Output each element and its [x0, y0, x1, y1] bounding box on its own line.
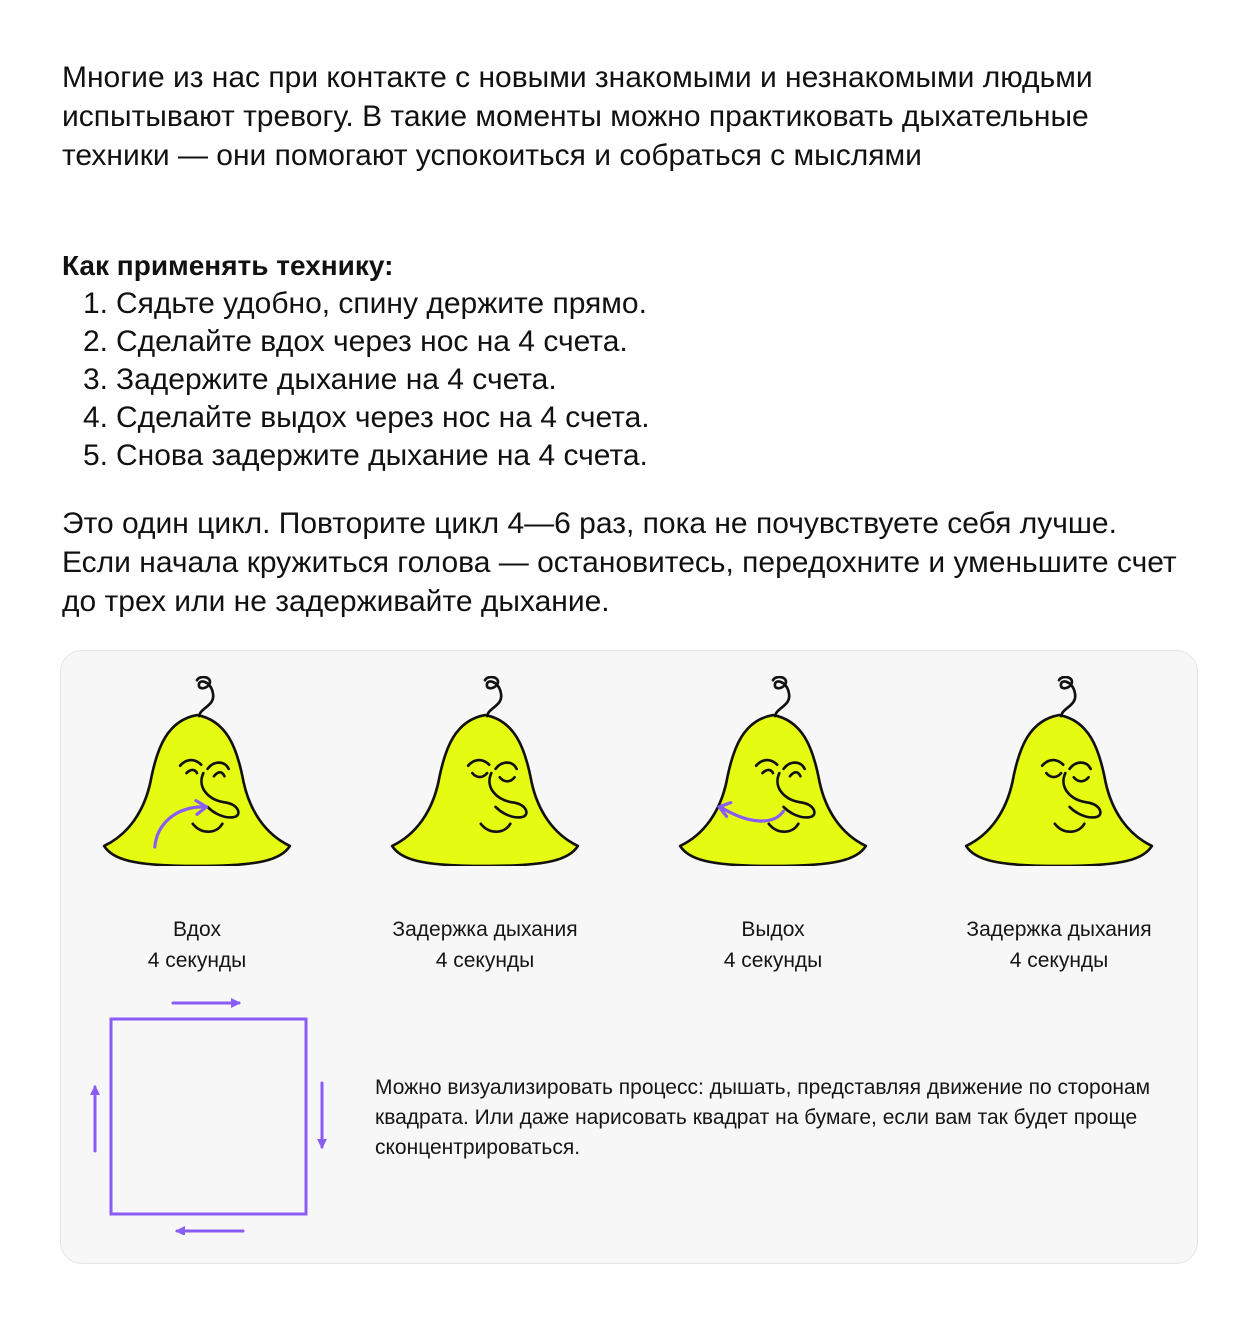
hold-breath-face-icon [964, 676, 1154, 866]
inhale-face-icon [102, 676, 292, 866]
arrow-down-icon [317, 1083, 327, 1149]
stage-duration: 4 секунды [435, 949, 535, 972]
step-text: Снова задержите дыхание на 4 счета. [116, 439, 648, 472]
arrow-left-icon [175, 1226, 243, 1235]
stage-duration: 4 секунды [1009, 949, 1109, 972]
stage-title: Задержка дыхания [966, 918, 1152, 941]
step-number: 1. [82, 287, 108, 320]
outro-paragraph: Это один цикл. Повторите цикл 4—6 раз, пока не почувствуете себя лучше. Если начала кружиться голова — остановитесь, передохните и уменьшите счет до трех или не задерживайте дыхание. [62, 507, 1177, 618]
stage-caption [653, 914, 893, 976]
step-item [62, 285, 1182, 323]
intro-paragraph: Многие из нас при контакте с новыми знакомыми и незнакомыми людьми испытывают тревогу. В такие моменты можно практиковать дыхательные техники — они помогают успокоиться и собраться с мыслями [62, 61, 1093, 172]
breathing-square [111, 1019, 306, 1214]
stage-duration: 4 секунды [147, 949, 247, 972]
instructions-title: Как применять технику: [62, 250, 394, 281]
step-item [62, 399, 1182, 437]
stage-title: Выдох [741, 918, 805, 941]
stage-hold-1 [365, 676, 605, 976]
stage-exhale [653, 676, 893, 976]
stage-hold-2 [939, 676, 1179, 976]
breathing-illustration-card [60, 650, 1198, 1264]
stage-caption [365, 914, 605, 976]
arrow-right-icon [173, 998, 241, 1008]
instructions-section [62, 246, 1182, 475]
steps-list [62, 285, 1182, 475]
stage-caption [77, 914, 317, 976]
hold-breath-face-icon [390, 676, 580, 866]
step-number: 4. [82, 401, 108, 434]
step-text: Задержите дыхание на 4 счета. [116, 363, 557, 396]
step-text: Сделайте выдох через нос на 4 счета. [116, 401, 650, 434]
step-number: 5. [82, 439, 108, 472]
step-item [62, 361, 1182, 399]
exhale-face-icon [678, 676, 868, 866]
step-item [62, 437, 1182, 475]
arrow-up-icon [90, 1085, 100, 1151]
step-text: Сделайте вдох через нос на 4 счета. [116, 325, 628, 358]
step-text: Сядьте удобно, спину держите прямо. [116, 287, 647, 320]
step-number: 2. [82, 325, 108, 358]
stage-caption [939, 914, 1179, 976]
step-number: 3. [82, 363, 108, 396]
step-item [62, 323, 1182, 361]
stage-inhale [77, 676, 317, 976]
breathing-square-diagram [85, 995, 335, 1235]
stage-duration: 4 секунды [723, 949, 823, 972]
stage-title: Вдох [173, 918, 221, 941]
stage-title: Задержка дыхания [392, 918, 578, 941]
square-visualization-note: Можно визуализировать процесс: дышать, представляя движение по сторонам квадрата. Или даже нарисовать квадрат на бумаге, если вам так будет проще сконцентрироваться. [375, 1076, 1151, 1159]
